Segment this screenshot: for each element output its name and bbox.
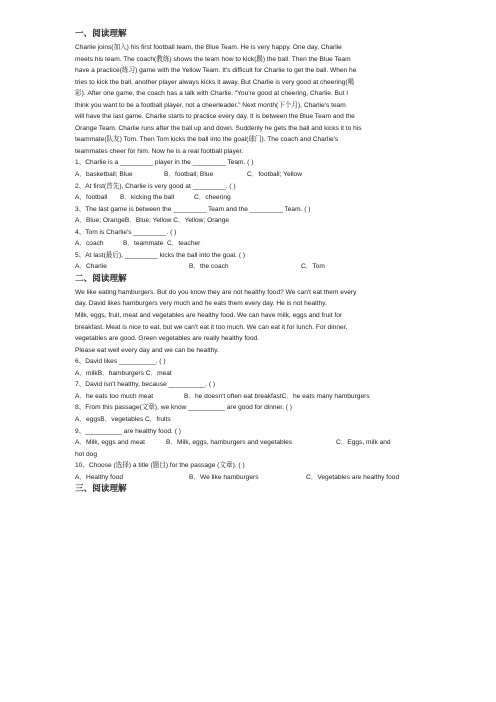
question-6-options: A．milkB．hamburgers C．meat: [75, 369, 172, 377]
option-b: B．the coach: [189, 263, 229, 271]
option-b: B．kicking the ball: [120, 194, 175, 202]
passage-line: day. David likes hamburgers very much and he eats them every day. He is not healthy.: [75, 300, 327, 308]
option-c: C．cheering: [194, 194, 231, 202]
section-2-passage: [75, 287, 427, 356]
passage-line: tries to kick the ball, another player always kicks it away. But Charlie is very good at cheering(喝: [75, 78, 355, 86]
passage-line: Orange Team. Charlie runs after the ball up and down. Suddenly he gets the ball and kicks it to his: [75, 124, 362, 132]
option-b: B．We like hamburgers: [189, 473, 259, 481]
question-9-options: [75, 437, 427, 449]
question-8: 8、From this passage(文章), we know __________ are good for dinner. ( ): [75, 404, 292, 412]
option-c: C．teacher: [167, 240, 201, 248]
passage-line: Please eat well every day and we can be healthy.: [75, 346, 219, 354]
question-10-options: [75, 472, 427, 484]
question-2: 2、At first(首先), Charlie is very good at _________. ( ): [75, 182, 236, 190]
option-b: B．Milk, eggs, hamburgers and vegetables: [166, 439, 293, 447]
passage-line: breakfast. Meat is nice to eat, but we can't eat it too much. We can eat it for lunch. For dinner,: [75, 323, 348, 331]
passage-line: vegetables are good. Green vegetables are really healthy food.: [75, 335, 260, 343]
question-1-options: [75, 169, 427, 181]
passage-line: have a practice(练习) game with the Yellow Team. It's difficult for Charlie to get the ball. When he: [75, 67, 357, 75]
question-10: 10、Choose (选择) a title (题目) for the passage (文章). ( ): [75, 462, 245, 470]
passage-line: meets his team. The coach(教练) shows the team how to kick(踢) the ball. Then the Blue Team: [75, 55, 351, 63]
option-b: B．teammate: [123, 240, 164, 248]
option-c: C．football; Yellow: [247, 171, 302, 179]
option-b: B．he doesn't often eat breakfastC．he eats many hamburgers: [184, 392, 370, 400]
passage-line: teammate(队友) Tom. Then Tom kicks the ball into the goal(球门). The coach and Charlie's: [75, 136, 339, 144]
question-9-option-continued: hot dog: [75, 450, 97, 458]
option-a: A．he eats too much meat: [75, 392, 154, 400]
option-a: A．Healthy food: [75, 473, 124, 481]
question-8-options: A．eggsB．vegetables C．fruits: [75, 415, 171, 423]
passage-line: 彩). After one game, the coach has a talk with Charlie. "You're good at cheering, Charlie. But I: [75, 90, 349, 98]
option-a: A．basketball; Blue: [75, 171, 133, 179]
question-7: 7、David isn't healthy, because __________. ( ): [75, 381, 216, 389]
question-1: 1、Charlie is a _________ player in the _________ Team. ( ): [75, 159, 254, 167]
question-3-options: A．Blue; OrangeB．Blue; Yellow C．Yellow; Orange: [75, 217, 230, 225]
question-2-options: [75, 192, 427, 204]
option-a: A．football: [75, 194, 108, 202]
section-1-passage: [75, 42, 427, 157]
question-3: 3、The last game is between the _________ Team and the _________ Team. ( ): [75, 205, 311, 213]
option-c: C．Tom: [301, 263, 325, 271]
worksheet-page: [75, 28, 427, 497]
passage-line: Milk, eggs, fruit, meat and vegetables are healthy food. We can have milk, eggs and fruit for: [75, 312, 343, 320]
option-b: B．football; Blue: [164, 171, 214, 179]
passage-line: Charlie joins(加入) his first football team, the Blue Team. He is very happy. One day, Charlie: [75, 44, 342, 51]
option-c: C．Eggs, milk and: [336, 439, 391, 447]
option-a: A．Milk, eggs and meat: [75, 439, 145, 447]
passage-line: will have the last game. Charlie starts to practice every day. It is between the Blue Team and the: [75, 113, 355, 121]
option-c: C．Vegetables are healthy food: [306, 473, 400, 481]
option-a: A．Charlie: [75, 263, 107, 271]
question-4: 4、Tom is Charlie's _________. ( ): [75, 228, 177, 236]
section-3-heading: 三、阅读理解: [75, 484, 127, 495]
question-4-options: [75, 238, 427, 250]
option-a: A．coach: [75, 240, 104, 248]
question-6: 6、David likes __________. ( ): [75, 358, 166, 366]
question-5-options: [75, 261, 427, 273]
passage-line: We like eating hamburgers. But do you know they are not healthy food? We can't eat them every: [75, 288, 357, 296]
passage-line: teammates cheer for him. Now he is a real football player.: [75, 147, 244, 155]
section-2-heading: 二、阅读理解: [75, 273, 127, 284]
question-7-options: [75, 391, 427, 403]
question-5: 5、At last(最后), _________ kicks the ball into the goal. ( ): [75, 251, 246, 259]
question-9: 9、__________ are healthy food. ( ): [75, 427, 181, 435]
section-1-heading: 一、阅读理解: [75, 29, 127, 39]
passage-line: think you want to be a football player, not a cheerleader." Next month(下个月), Charlie's team: [75, 101, 346, 109]
